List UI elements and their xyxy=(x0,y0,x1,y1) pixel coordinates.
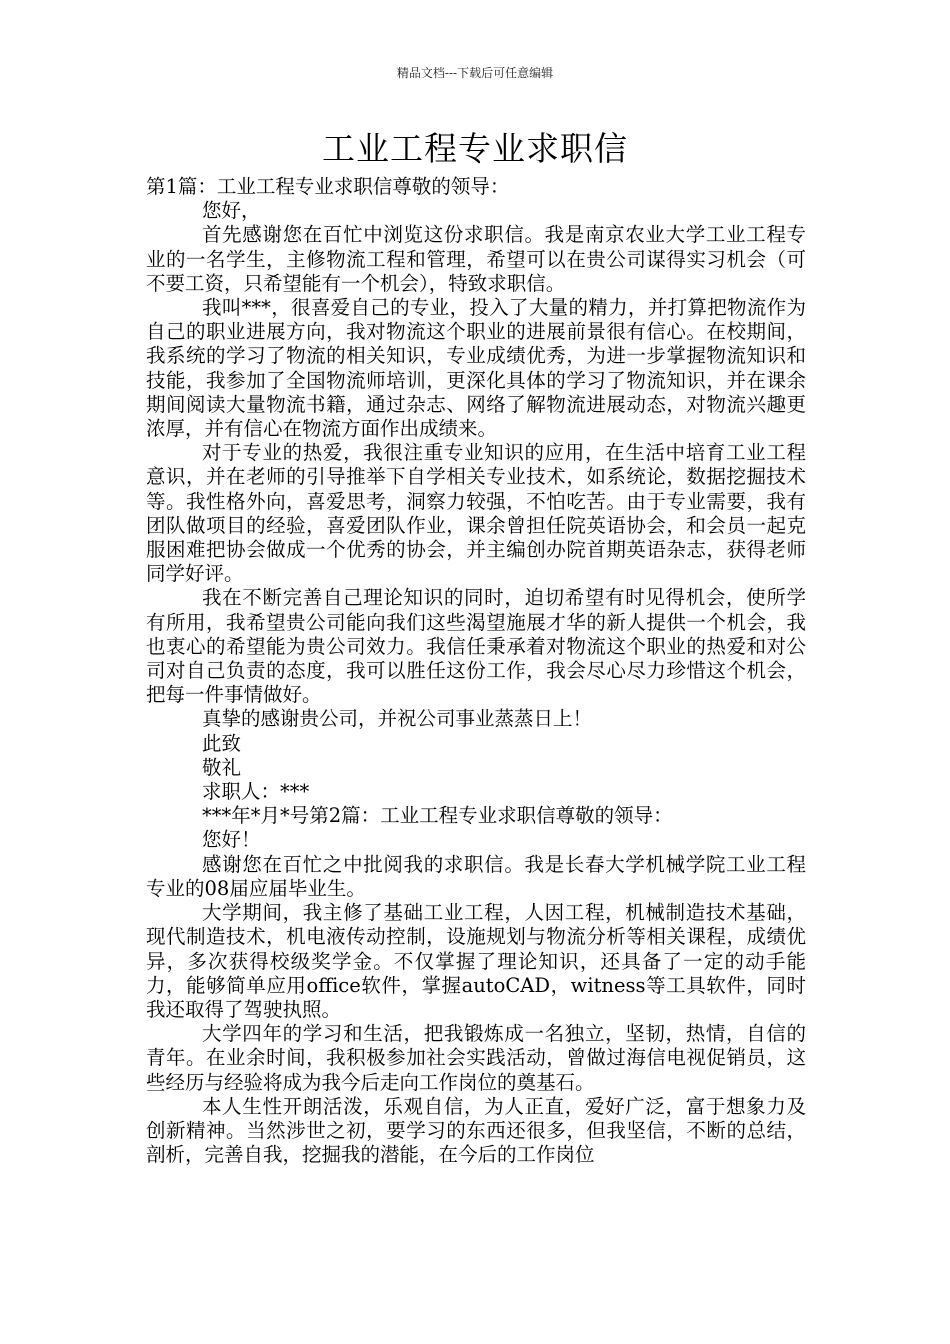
body-paragraph: 本人生性开朗活泼，乐观自信，为人正直，爱好广泛，富于想象力及创新精神。当然涉世之初，要学习的东西还很多，但我坚信，不断的总结，剖析，完善自我，挖掘我的潜能，在今后的工作岗位 xyxy=(146,1094,806,1167)
body-paragraph: 大学四年的学习和生活，把我锻炼成一名独立，坚韧，热情，自信的青年。在业余时间，我积极参加社会实践活动，曾做过海信电视促销员，这些经历与经验将成为我今后走向工作岗位的奠基石。 xyxy=(146,1022,806,1094)
date-and-section-2-heading: ***年*月*号第2篇：工业工程专业求职信尊敬的领导： xyxy=(202,804,673,828)
document-body xyxy=(146,175,806,1167)
applicant-signature: 求职人：*** xyxy=(202,780,310,804)
greeting-1: 您好， xyxy=(202,199,261,223)
document-title: 工业工程专业求职信 xyxy=(322,129,628,168)
closing-cizhi: 此致 xyxy=(202,731,242,755)
page-header-note: 精品文档---下载后可任意编辑 xyxy=(396,66,554,80)
body-paragraph: 我在不断完善自己理论知识的同时，迫切希望有时见得机会，使所学有所用，我希望贵公司能向我们这些渴望施展才华的新人提供一个机会，我也衷心的希望能为贵公司效力。我信任秉承着对物流这个职业的热爱和对公司对自己负责的态度，我可以胜任这份工作，我会尽心尽力珍惜这个机会，把每一件事情做好。 xyxy=(146,586,806,707)
closing-jingli: 敬礼 xyxy=(202,755,242,779)
body-paragraph: 我叫***，很喜爱自己的专业，投入了大量的精力，并打算把物流作为自己的职业进展方向，我对物流这个职业的进展前景很有信心。在校期间，我系统的学习了物流的相关知识，专业成绩优秀，为进一步掌握物流知识和技能，我参加了全国物流师培训，更深化具体的学习了物流知识，并在课余期间阅读大量物流书籍，通过杂志、网络了解物流进展动态，对物流兴趣更浓厚，并有信心在物流方面作出成绩来。 xyxy=(146,296,806,441)
body-paragraph: 首先感谢您在百忙中浏览这份求职信。我是南京农业大学工业工程专业的一名学生，主修物流工程和管理，希望可以在贵公司谋得实习机会（可不要工资，只希望能有一个机会），特致求职信。 xyxy=(146,223,806,295)
body-paragraph: 对于专业的热爱，我很注重专业知识的应用，在生活中培育工业工程意识，并在老师的引导推举下自学相关专业技术，如系统论，数据挖掘技术等。我性格外向，喜爱思考，洞察力较强，不怕吃苦。由于专业需要，我有团队做项目的经验，喜爱团队作业，课余曾担任院英语协会，和会员一起克服困难把协会做成一个优秀的协会，并主编创办院首期英语杂志，获得老师同学好评。 xyxy=(146,441,806,586)
body-paragraph: 大学期间，我主修了基础工业工程，人因工程，机械制造技术基础，现代制造技术，机电液传动控制，设施规划与物流分析等相关课程，成绩优异，多次获得校级奖学金。不仅掌握了理论知识，还具备了一定的动手能力，能够简单应用office软件，掌握autoCAD，witness等工具软件，同时我还取得了驾驶执照。 xyxy=(146,901,806,1021)
section-1-heading: 第1篇：工业工程专业求职信尊敬的领导： xyxy=(146,175,510,198)
body-paragraph: 感谢您在百忙之中批阅我的求职信。我是长春大学机械学院工业工程专业的08届应届毕业生。 xyxy=(146,852,806,900)
thanks-line: 真挚的感谢贵公司，并祝公司事业蒸蒸日上！ xyxy=(202,707,593,731)
greeting-2: 您好！ xyxy=(202,828,261,852)
